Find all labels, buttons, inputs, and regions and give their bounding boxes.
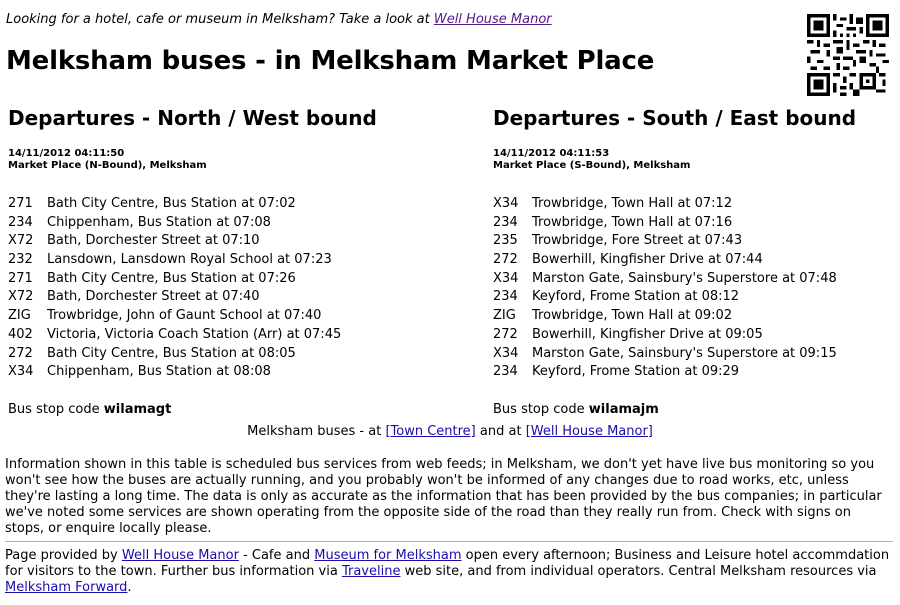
- route-number: 271: [8, 270, 33, 286]
- departure-destination: Keyford, Frome Station at 09:29: [532, 364, 740, 380]
- route-number: 232: [8, 252, 33, 268]
- south-departure-list: [493, 195, 900, 382]
- departure-destination: Trowbridge, Fore Street at 07:43: [532, 233, 743, 249]
- footer-traveline-link[interactable]: Traveline: [341, 564, 401, 579]
- departure-row: [8, 307, 428, 326]
- footer-text: open every afternoon; Business and Leisure hotel accommdation for visitors to the town. Further bus information via: [5, 548, 890, 579]
- departure-destination: Keyford, Frome Station at 08:12: [532, 289, 740, 305]
- route-number: X34: [8, 364, 34, 380]
- route-number: X72: [8, 289, 34, 305]
- north-departures-section: [8, 106, 428, 417]
- location-links: [0, 424, 900, 439]
- departure-destination: Bath, Dorchester Street at 07:10: [47, 233, 260, 249]
- footer: [5, 548, 893, 596]
- north-stamp: [8, 148, 428, 172]
- departure-row: [493, 214, 900, 233]
- route-number: 272: [493, 326, 518, 342]
- route-number: 271: [8, 196, 33, 211]
- route-number: X34: [493, 345, 519, 361]
- stop-code-label: Bus stop code: [493, 401, 589, 417]
- departure-row: [8, 214, 428, 233]
- departure-destination: Bowerhill, Kingfisher Drive at 09:05: [532, 326, 763, 342]
- promo-line: [6, 12, 552, 27]
- departure-row: [8, 288, 428, 307]
- departure-row: [493, 270, 900, 289]
- footer-text: .: [127, 580, 132, 595]
- departure-row: [493, 251, 900, 270]
- departure-row: [8, 270, 428, 289]
- footer-melksham-forward-link[interactable]: Melksham Forward: [5, 580, 128, 595]
- departure-destination: Victoria, Victoria Coach Station (Arr) at 07:45: [47, 326, 342, 342]
- well-house-manor-stop-link[interactable]: [Well House Manor]: [525, 424, 653, 439]
- footer-museum-link[interactable]: Museum for Melksham: [314, 548, 462, 563]
- qr-code-icon: [807, 14, 889, 96]
- footer-text: web site, and from individual operators. Central Melksham resources via: [400, 564, 877, 579]
- stop-code-label: Bus stop code: [8, 401, 104, 417]
- south-stamp: [493, 148, 900, 172]
- departure-row: [493, 326, 900, 345]
- stop-code-value: wilamagt: [103, 401, 172, 417]
- departure-destination: Chippenham, Bus Station at 08:08: [47, 364, 271, 380]
- departure-destination: Trowbridge, Town Hall at 07:12: [532, 196, 733, 211]
- north-stop-name: Market Place (N-Bound), Melksham: [8, 160, 207, 171]
- departure-row: [493, 345, 900, 364]
- route-number: 234: [8, 214, 33, 230]
- departure-destination: Bath, Dorchester Street at 07:40: [47, 289, 260, 305]
- route-number: X34: [493, 270, 519, 286]
- departure-destination: Trowbridge, Town Hall at 07:16: [532, 214, 733, 230]
- departure-row: [8, 345, 428, 364]
- links-middle: and at: [475, 424, 526, 439]
- departure-destination: Marston Gate, Sainsbury's Superstore at 07:48: [532, 270, 837, 286]
- departure-row: [493, 232, 900, 251]
- route-number: 235: [493, 233, 518, 249]
- south-stop-name: Market Place (S-Bound), Melksham: [493, 160, 691, 171]
- route-number: 234: [493, 364, 518, 380]
- footer-text: - Cafe and: [238, 548, 315, 563]
- info-paragraph: Information shown in this table is scheduled bus services from web feeds; in Melksham, we don't yet have live bus monitoring so you won't see how the buses are actually running, and you probably won't be informed of any changes due to road works, etc, unless they're lasting a long time. The data is only as accurate as the information that has been provided by the bus companies; in particular we've noted some services are shown operating from the opposite side of the road than they really run from. Check with signs on stops, or enquire locally please.: [5, 457, 882, 536]
- departure-destination: Trowbridge, Town Hall at 09:02: [532, 308, 733, 324]
- south-stop-code: [493, 402, 900, 417]
- departure-destination: Bath City Centre, Bus Station at 07:26: [47, 270, 296, 286]
- departure-row: [493, 363, 900, 382]
- departure-destination: Marston Gate, Sainsbury's Superstore at 09:15: [532, 345, 837, 361]
- south-heading: Departures - South / East bound: [493, 106, 857, 130]
- route-number: 272: [493, 252, 518, 268]
- south-timestamp: 14/11/2012 04:11:53: [493, 148, 610, 159]
- links-prefix: Melksham buses - at: [247, 424, 386, 439]
- route-number: 272: [8, 345, 33, 361]
- departure-destination: Bath City Centre, Bus Station at 07:02: [47, 196, 296, 211]
- departure-row: [8, 251, 428, 270]
- town-centre-link[interactable]: [Town Centre]: [385, 424, 476, 439]
- route-number: 402: [8, 326, 33, 342]
- north-heading: Departures - North / West bound: [8, 106, 377, 130]
- route-number: X34: [493, 196, 519, 211]
- page-title: Melksham buses - in Melksham Market Place: [6, 46, 655, 76]
- departure-destination: Bath City Centre, Bus Station at 08:05: [47, 345, 296, 361]
- departure-destination: Chippenham, Bus Station at 07:08: [47, 214, 271, 230]
- south-departures-section: [493, 106, 900, 417]
- divider: [5, 541, 893, 542]
- departure-row: [8, 232, 428, 251]
- departure-row: [8, 195, 428, 214]
- departure-destination: Bowerhill, Kingfisher Drive at 07:44: [532, 252, 763, 268]
- stop-code-value: wilamajm: [588, 401, 659, 417]
- promo-link-well-house-manor[interactable]: Well House Manor: [433, 12, 552, 27]
- footer-text: Page provided by: [5, 548, 122, 563]
- north-timestamp: 14/11/2012 04:11:50: [8, 148, 125, 159]
- footer-well-house-manor-link[interactable]: Well House Manor: [121, 548, 239, 563]
- departure-row: [493, 307, 900, 326]
- departure-destination: Lansdown, Lansdown Royal School at 07:23: [47, 252, 332, 268]
- route-number: X72: [8, 233, 34, 249]
- north-departure-list: [8, 195, 428, 382]
- route-number: 234: [493, 214, 518, 230]
- departure-destination: Trowbridge, John of Gaunt School at 07:40: [47, 308, 322, 324]
- route-number: ZIG: [493, 308, 516, 324]
- departure-row: [8, 363, 428, 382]
- route-number: 234: [493, 289, 518, 305]
- departure-row: [493, 288, 900, 307]
- departure-row: [493, 195, 900, 214]
- promo-text: Looking for a hotel, cafe or museum in Melksham? Take a look at: [6, 12, 434, 27]
- departure-row: [8, 326, 428, 345]
- north-stop-code: [8, 402, 428, 417]
- route-number: ZIG: [8, 308, 31, 324]
